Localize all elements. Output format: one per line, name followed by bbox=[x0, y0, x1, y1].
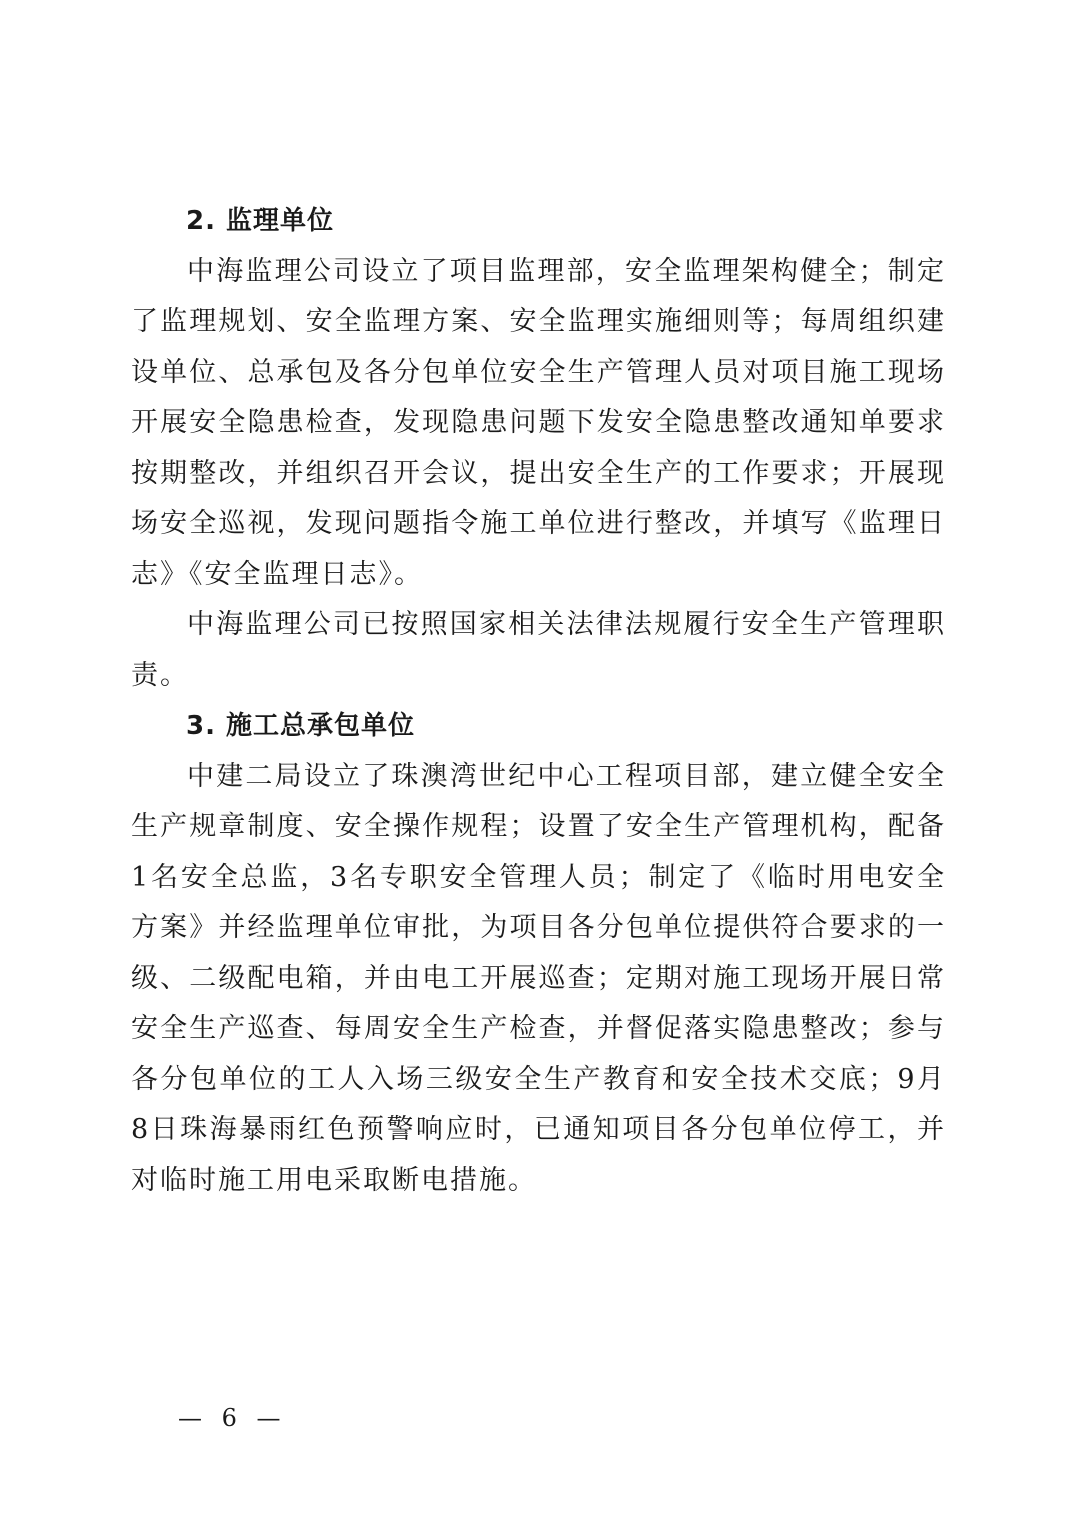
paragraph-supervision-duties: 中海监理公司设立了项目监理部，安全监理架构健全；制定了监理规划、安全监理方案、安全监理实施细则等；每周组织建设单位、总承包及各分包单位安全生产管理人员对项目施工现场开展安全隐患检查，发现隐患问题下发安全隐患整改通知单要求按期整改，并组织召开会议，提出安全生产的工作要求；开展现场安全巡视，发现问题指令施工单位进行整改，并填写《监理日志》《安全监理日志》。 bbox=[131, 255, 946, 590]
paragraph-supervision-conclusion: 中海监理公司已按照国家相关法律法规履行安全生产管理职责。 bbox=[131, 609, 946, 691]
section-heading-general-contractor: 3. 施工总承包单位 bbox=[186, 711, 416, 741]
section-heading-supervision: 2. 监理单位 bbox=[186, 206, 335, 236]
paragraph-general-contractor-duties: 中建二局设立了珠澳湾世纪中心工程项目部，建立健全安全生产规章制度、安全操作规程；设置了安全生产管理机构，配备1名安全总监，3名专职安全管理人员；制定了《临时用电安全方案》并经监理单位审批，为项目各分包单位提供符合要求的一级、二级配电箱，并由电工开展巡查；定期对施工现场开展日常安全生产巡查、每周安全生产检查，并督促落实隐患整改；参与各分包单位的工人入场三级安全生产教育和安全技术交底；9月8日珠海暴雨红色预警响应时，已通知项目各分包单位停工，并对临时施工用电采取断电措施。 bbox=[131, 760, 946, 1196]
document-body bbox=[131, 196, 946, 1206]
page-number: — 6 — bbox=[178, 1404, 287, 1432]
